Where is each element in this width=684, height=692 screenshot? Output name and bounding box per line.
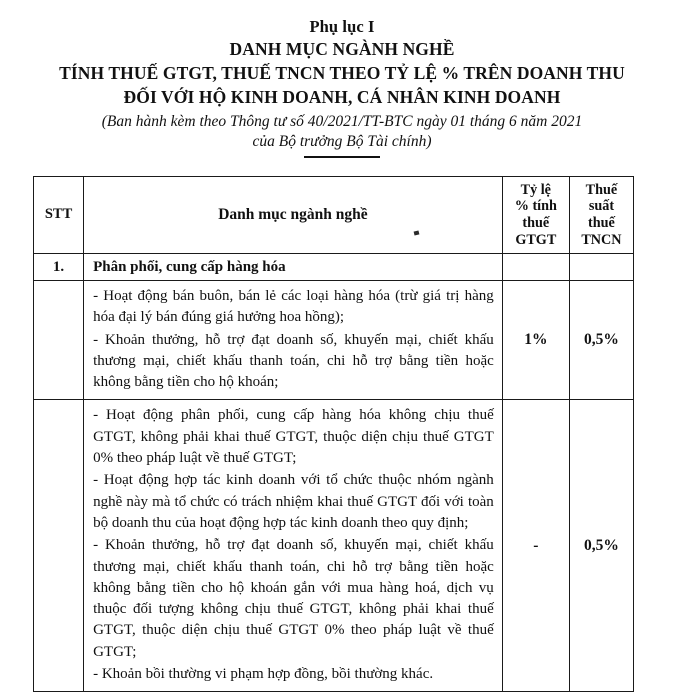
group-gtgt-blank bbox=[502, 254, 569, 281]
gtgt-header-line-1: % tính bbox=[514, 198, 557, 215]
document-title-line-2: TÍNH THUẾ GTGT, THUẾ TNCN THEO TỶ LỆ % TRÊN DOANH THU bbox=[59, 63, 625, 84]
column-header-industry-name: Danh mục ngành nghề bbox=[84, 177, 503, 254]
group-tncn-blank bbox=[569, 254, 633, 281]
document-title-line-1: DANH MỤC NGÀNH NGHỀ bbox=[229, 39, 455, 60]
tncn-header-line-1: suất bbox=[588, 198, 615, 215]
row-description bbox=[84, 281, 503, 400]
row-number-blank bbox=[34, 281, 84, 400]
document-title-line-3: ĐỐI VỚI HỘ KINH DOANH, CÁ NHÂN KINH DOANH bbox=[123, 86, 561, 107]
issuance-note-line-2: của Bộ trưởng Bộ Tài chính) bbox=[252, 133, 432, 151]
row-tncn-rate: 0,5% bbox=[569, 400, 633, 692]
row-gtgt-rate: - bbox=[502, 400, 569, 692]
row-paragraph: - Hoạt động bán buôn, bán lẻ các loại hàng hóa (trừ giá trị hàng hóa đại lý bán đúng giá hưởng hoa hồng); bbox=[93, 288, 494, 326]
column-header-tncn-rate bbox=[569, 177, 633, 254]
tncn-header-line-0: Thuế bbox=[585, 181, 618, 198]
row-paragraph: - Hoạt động phân phối, cung cấp hàng hóa không chịu thuế GTGT, không phải khai thuế GTGT, thuộc diện chịu thuế GTGT 0% theo pháp luật về thuế GTGT; bbox=[93, 407, 494, 467]
group-name: Phân phối, cung cấp hàng hóa bbox=[84, 254, 503, 281]
gtgt-header-line-3: GTGT bbox=[515, 231, 557, 248]
row-paragraph: - Khoản thưởng, hỗ trợ đạt doanh số, khuyến mại, chiết khấu thương mại, chiết khấu thanh toán, chi hỗ trợ bằng tiền hoặc không bằng tiền cho hộ khoán gắn với mua hàng hoá, dịch vụ thuộc đối tượng không chịu thuế GTGT, không phải khai thuế GTGT, thuộc diện chịu thuế GTGT 0% theo pháp luật về thuế GTGT; bbox=[93, 537, 494, 660]
row-gtgt-rate: 1% bbox=[502, 281, 569, 400]
issuance-note-line-1: (Ban hành kèm theo Thông tư số 40/2021/TT-BTC ngày 01 tháng 6 năm 2021 bbox=[101, 112, 583, 130]
gtgt-header-line-2: thuế bbox=[522, 215, 550, 231]
catalog-table-container bbox=[33, 176, 634, 692]
document-header bbox=[0, 0, 684, 158]
group-number: 1. bbox=[34, 254, 84, 281]
table-row bbox=[34, 400, 634, 692]
table-header-row bbox=[34, 177, 634, 254]
row-tncn-rate: 0,5% bbox=[569, 281, 633, 400]
title-divider-rule bbox=[304, 156, 380, 158]
table-row bbox=[34, 281, 634, 400]
tncn-header-line-3: TNCN bbox=[581, 231, 622, 248]
column-header-gtgt-rate bbox=[502, 177, 569, 254]
table-group-row bbox=[34, 254, 634, 281]
gtgt-header-line-0: Tỷ lệ bbox=[520, 181, 551, 198]
industry-catalog-table bbox=[33, 176, 634, 692]
row-number-blank bbox=[34, 400, 84, 692]
tncn-header-line-2: thuế bbox=[588, 215, 615, 231]
row-description bbox=[84, 400, 503, 692]
row-paragraph: - Khoản thưởng, hỗ trợ đạt doanh số, khuyến mại, chiết khấu thương mại, chiết khấu thanh toán, chi hỗ trợ bằng tiền hoặc không bằng tiền cho hộ khoán; bbox=[93, 331, 494, 391]
row-paragraph: - Khoản bồi thường vi phạm hợp đồng, bồi thường khác. bbox=[93, 666, 434, 683]
appendix-label: Phụ lục I bbox=[309, 17, 375, 36]
row-paragraph: - Hoạt động hợp tác kinh doanh với tổ chức thuộc nhóm ngành nghề này mà tổ chức có trách nhiệm khai thuế GTGT đối với toàn bộ doanh thu của hoạt động hợp tác kinh doanh theo quy định; bbox=[93, 472, 494, 531]
column-header-stt: STT bbox=[34, 177, 84, 254]
